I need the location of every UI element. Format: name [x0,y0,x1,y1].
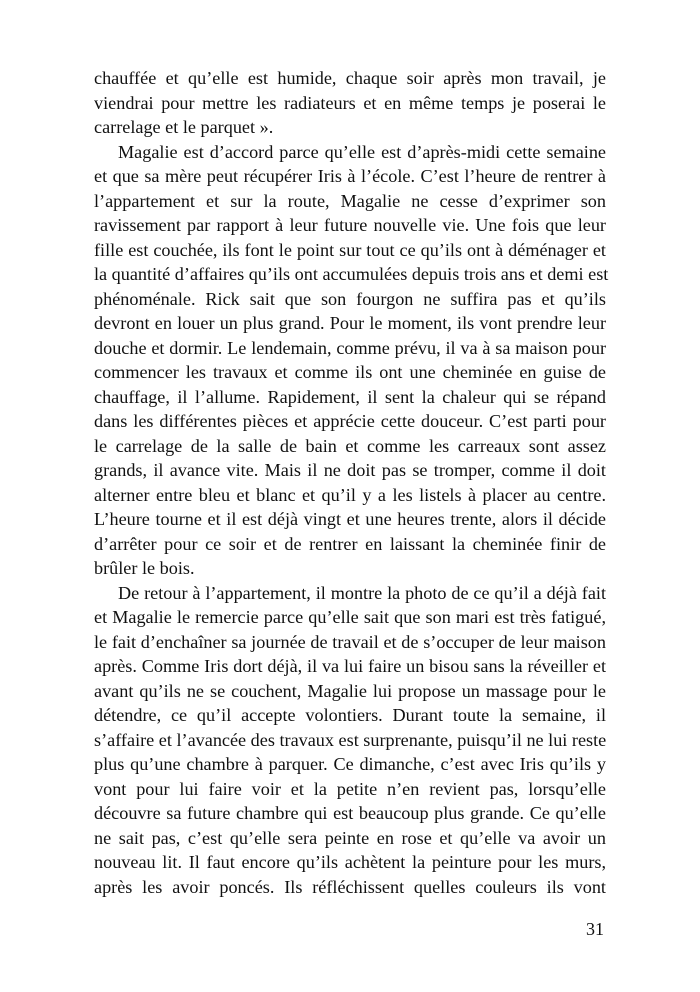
text-line: et que sa mère peut récupérer Iris à l’école. C’est l’heure de rentrer à [94,166,606,186]
text-line: L’heure tourne et il est déjà vingt et une heures trente, alors il décide [94,509,606,529]
text-line: fille est couchée, ils font le point sur tout ce qu’ils ont à déménager et [94,239,606,260]
text-line: la quantité d’affaires qu’ils ont accumulées depuis trois ans et demi est [94,264,609,284]
text-line: devront en louer un plus grand. Pour le moment, ils vont prendre leur [94,313,606,333]
text-line: chauffée et qu’elle est humide, chaque soir après mon travail, je [94,68,606,88]
text-line: après. Comme Iris dort déjà, il va lui faire un bisou sans la réveiller et [94,656,606,676]
text-line: grands, il avance vite. Mais il ne doit pas se tromper, comme il doit [94,460,606,480]
text-line: phénoménale. Rick sait que son fourgon ne suffira pas et qu’ils [94,288,606,309]
text-line: douche et dormir. Le lendemain, comme prévu, il va à sa maison pour [94,337,606,358]
body-text [94,66,609,899]
text-line: commencer les travaux et comme ils ont une cheminée en guise de [94,362,606,382]
text-line: l’appartement et sur la route, Magalie ne cesse d’exprimer son [94,190,606,211]
text-line: le fait d’enchaîner sa journée de travail et de s’occuper de leur maison [94,631,606,652]
text-line: alterner entre bleu et blanc et qu’il y a les listels à placer au centre. [94,484,606,505]
text-line: De retour à l’appartement, il montre la photo de ce qu’il a déjà fait [118,582,606,603]
text-line: vont pour lui faire voir et la petite n’en revient pas, lorsqu’elle [94,778,606,799]
text-line: après les avoir poncés. Ils réfléchissent quelles couleurs ils vont [94,876,606,897]
text-line: détendre, ce qu’il accepte volontiers. Durant toute la semaine, il [94,705,606,725]
text-line: viendrai pour mettre les radiateurs et en même temps je poserai le [94,92,606,113]
text-line: découvre sa future chambre qui est beaucoup plus grande. Ce qu’elle [94,803,606,823]
text-line: plus qu’une chambre à parquer. Ce dimanche, c’est avec Iris qu’ils y [94,754,606,774]
text-line: le carrelage de la salle de bain et comme les carreaux sont assez [94,435,606,456]
text-line: dans les différentes pièces et apprécie cette douceur. C’est parti pour [94,411,606,431]
text-line: brûler le bois. [94,558,195,578]
text-line: chauffage, il l’allume. Rapidement, il sent la chaleur qui se répand [94,386,606,407]
page-number: 31 [586,919,604,939]
text-line: d’arrêter pour ce soir et de rentrer en laissant la cheminée finir de [94,533,606,554]
text-line: et Magalie le remercie parce qu’elle sait que son mari est très fatigué, [94,607,606,627]
text-line: s’affaire et l’avancée des travaux est surprenante, puisqu’il ne lui reste [94,729,607,750]
text-line: Magalie est d’accord parce qu’elle est d’après-midi cette semaine [118,141,606,162]
text-line: avant qu’ils ne se couchent, Magalie lui propose un massage pour le [94,680,606,701]
text-line: ne sait pas, c’est qu’elle sera peinte en rose et qu’elle va avoir un [94,827,606,848]
text-line: nouveau lit. Il faut encore qu’ils achètent la peinture pour les murs, [94,852,606,872]
text-line: carrelage et le parquet ». [94,117,274,137]
text-line: ravissement par rapport à leur future nouvelle vie. Une fois que leur [94,215,606,235]
